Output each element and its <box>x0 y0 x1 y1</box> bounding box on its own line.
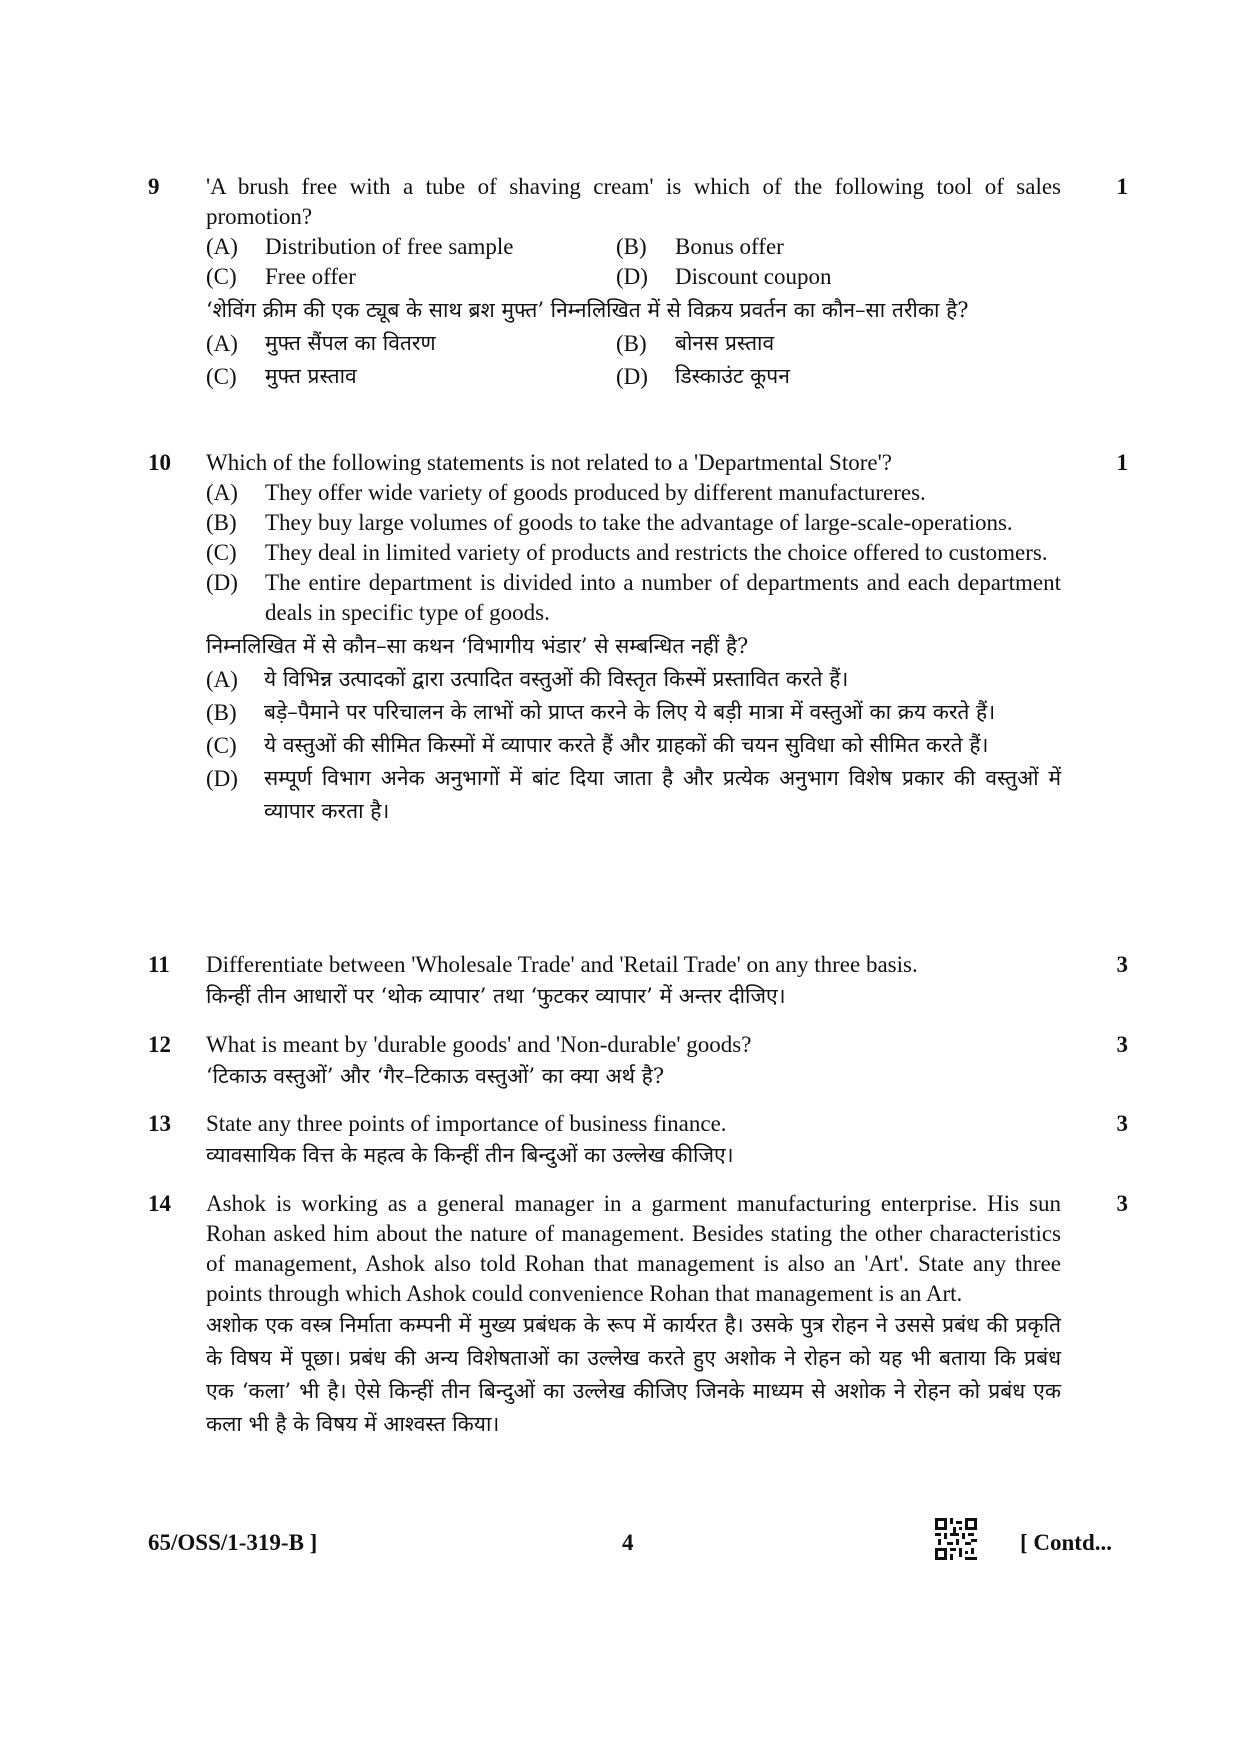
question-marks: 1 <box>1116 174 1128 199</box>
option-text: बड़े–पैमाने पर परिचालन के लाभों को प्राप्त करने के लिए ये बड़ी मात्रा में वस्तुओं का क्रय करते हैं। <box>264 700 996 724</box>
option-text: Free offer <box>265 264 356 289</box>
question-text-en: Which of the following statements is not related to a 'Departmental Store'? <box>206 450 892 475</box>
question-number: 11 <box>148 952 170 977</box>
option-label: (C) <box>206 264 237 289</box>
option-label: (D) <box>206 570 238 595</box>
option-text: ये वस्तुओं की सीमित किस्मों में व्यापार करते हैं और ग्राहकों की चयन सुविधा को सीमित करते हैं। <box>264 733 989 757</box>
question-text-en: 'A brush free with a tube of shaving cream' is which of the following tool of sales promotion? <box>206 174 1061 229</box>
question-text-en: State any three points of importance of business finance. <box>206 1111 727 1136</box>
options-hi <box>206 663 1061 828</box>
option-label: (D) <box>206 766 238 791</box>
option-label: (A) <box>206 480 238 505</box>
option-text: डिस्काउंट कूपन <box>675 364 790 388</box>
question-marks: 3 <box>1116 1032 1128 1057</box>
option-label: (D) <box>616 364 648 389</box>
question-text-hi: अशोक एक वस्त्र निर्माता कम्पनी में मुख्य प्रबंधक के रूप में कार्यरत है। उसके पुत्र रोहन ने उससे प्रबंध की प्रकृति के विषय में पूछा। प्रबंध की अन्य विशेषताओं का उल्लेख करते हुए अशोक ने रोहन को यह भी बताया कि प्रबंध एक ‘कला’ भी है। ऐसे किन्हीं तीन बिन्दुओं का उल्लेख कीजिए जिनके माध्यम से अशोक ने रोहन को प्रबंध एक कला भी है के विषय में आश्वस्त किया। <box>206 1313 1061 1436</box>
option-label: (C) <box>206 540 237 565</box>
option-label: (A) <box>206 331 238 356</box>
option-text: They buy large volumes of goods to take the advantage of large-scale-operations. <box>265 510 1013 535</box>
question-number: 14 <box>148 1191 171 1216</box>
option-text: ये विभिन्न उत्पादकों द्वारा उत्पादित वस्तुओं की विस्तृत किस्में प्रस्तावित करते हैं। <box>264 667 849 691</box>
option-text: Discount coupon <box>675 264 832 289</box>
option-label: (C) <box>206 364 237 389</box>
qr-code-icon <box>935 1518 977 1560</box>
option-text: They offer wide variety of goods produced by different manufactureres. <box>265 480 926 505</box>
option-label: (A) <box>206 667 238 692</box>
question-text-hi: व्यावसायिक वित्त के महत्व के किन्हीं तीन बिन्दुओं का उल्लेख कीजिए। <box>206 1143 734 1167</box>
question-number: 10 <box>148 450 171 475</box>
option-text: Bonus offer <box>675 234 784 259</box>
option-label: (B) <box>616 234 647 259</box>
option-text: They deal in limited variety of products and restricts the choice offered to customers. <box>265 540 1048 565</box>
options-en <box>206 232 1061 292</box>
options-hi <box>206 327 1061 393</box>
question-text-hi: निम्नलिखित में से कौन–सा कथन ‘विभागीय भंडार’ से सम्बन्धित नहीं है? <box>206 634 749 658</box>
option-text: सम्पूर्ण विभाग अनेक अनुभागों में बांट दिया जाता है और प्रत्येक अनुभाग विशेष प्रकार की वस्तुओं में व्यापार करता है। <box>264 766 1061 823</box>
option-label: (C) <box>206 733 237 758</box>
option-label: (B) <box>206 510 237 535</box>
question-number: 9 <box>148 174 160 199</box>
page-number: 4 <box>622 1530 634 1555</box>
options-en <box>206 478 1061 628</box>
question-marks: 3 <box>1116 1191 1128 1216</box>
option-label: (B) <box>206 700 237 725</box>
question-text-en: Ashok is working as a general manager in a garment manufacturing enterprise. His sun Rohan asked him about the nature of management. Besides stating the other characteristics of management, Ashok also told Rohan that management is also an 'Art'. State any three points through which Ashok could convenience Rohan that management is an Art. <box>206 1191 1061 1306</box>
question-text-hi: ‘टिकाऊ वस्तुओं’ और ‘गैर–टिकाऊ वस्तुओं’ का क्या अर्थ है? <box>206 1064 665 1088</box>
option-text: मुफ्त प्रस्ताव <box>265 364 357 388</box>
question-number: 13 <box>148 1111 171 1136</box>
question-text-hi: किन्हीं तीन आधारों पर ‘थोक व्यापार’ तथा ‘फुटकर व्यापार’ में अन्तर दीजिए। <box>206 984 786 1008</box>
question-number: 12 <box>148 1032 171 1057</box>
option-text: मुफ्त सैंपल का वितरण <box>265 331 436 355</box>
option-label: (D) <box>616 264 648 289</box>
question-marks: 3 <box>1116 952 1128 977</box>
option-text: बोनस प्रस्ताव <box>675 331 775 355</box>
continued-label: [ Contd... <box>1020 1530 1113 1555</box>
option-text: Distribution of free sample <box>265 234 514 259</box>
option-label: (B) <box>616 331 647 356</box>
question-text-en: What is meant by 'durable goods' and 'Non-durable' goods? <box>206 1032 752 1057</box>
paper-code: 65/OSS/1-319-B ] <box>148 1530 318 1555</box>
page-footer <box>0 1530 1240 1570</box>
question-marks: 3 <box>1116 1111 1128 1136</box>
option-label: (A) <box>206 234 238 259</box>
question-text-hi: ‘शेविंग क्रीम की एक ट्यूब के साथ ब्रश मुफ्त’ निम्नलिखित में से विक्रय प्रवर्तन का कौन–सा तरीका है? <box>206 298 969 322</box>
question-marks: 1 <box>1116 450 1128 475</box>
question-text-en: Differentiate between 'Wholesale Trade' and 'Retail Trade' on any three basis. <box>206 952 918 977</box>
option-text: The entire department is divided into a number of departments and each department deals in specific type of goods. <box>265 570 1061 625</box>
